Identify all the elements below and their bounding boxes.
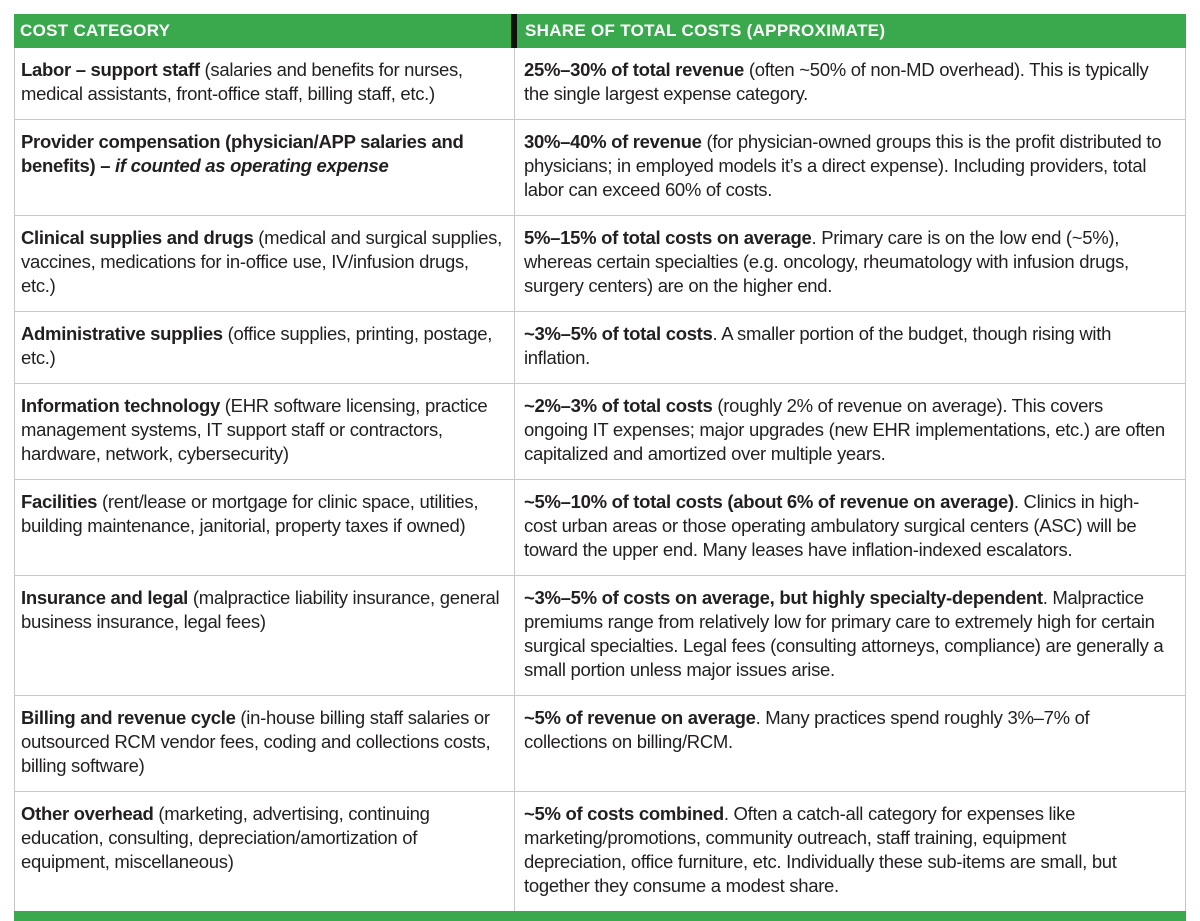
- share-value: ~5% of revenue on average: [524, 707, 756, 728]
- share-description: . Malpractice premiums range from relatively low for primary care to extremely high for certain surgical specialties. Legal fees (consulting attorneys, compliance) are generally a small portion unless major issues arise.: [524, 587, 1164, 680]
- share-description: . Many practices spend roughly 3%–7% of collections on billing/RCM.: [524, 707, 1090, 752]
- category-name: Provider compensation (physician/APP salaries and benefits): [21, 131, 464, 176]
- category-description: (salaries and benefits for nurses, medical assistants, front-office staff, billing staff, etc.): [21, 59, 463, 104]
- cost-category-cell: [15, 792, 515, 911]
- category-description: (office supplies, printing, postage, etc.): [21, 323, 493, 368]
- share-description: . A smaller portion of the budget, though rising with inflation.: [524, 323, 1112, 368]
- share-value: 30%–40% of revenue: [524, 131, 702, 152]
- share-value: ~5%–10% of total costs (about 6% of revenue on average): [524, 491, 1014, 512]
- share-value: ~3%–5% of costs on average, but highly specialty-dependent: [524, 587, 1043, 608]
- cost-category-cell: [15, 384, 515, 479]
- share-of-costs-cell: [515, 384, 1185, 479]
- header-cell-share-of-costs: [517, 14, 1186, 48]
- share-of-costs-cell: [515, 120, 1185, 215]
- category-name: Administrative supplies: [21, 323, 223, 344]
- share-value: 5%–15% of total costs on average: [524, 227, 812, 248]
- share-description: (roughly 2% of revenue on average). This covers ongoing IT expenses; major upgrades (new EHR implementations, etc.) are often capitalized and amortized over multiple years.: [524, 395, 1165, 464]
- table-row: [15, 383, 1185, 479]
- table-row: [15, 215, 1185, 311]
- category-name: Billing and revenue cycle: [21, 707, 236, 728]
- cost-table: [14, 14, 1186, 921]
- table-row: [15, 791, 1185, 911]
- table-bottom-green-bar: [14, 911, 1186, 921]
- category-description: (marketing, advertising, continuing education, consulting, depreciation/amortization of equipment, miscellaneous): [21, 803, 430, 872]
- cost-category-cell: [15, 216, 515, 311]
- category-description: (in-house billing staff salaries or outsourced RCM vendor fees, coding and collections costs, billing software): [21, 707, 491, 776]
- category-name: Information technology: [21, 395, 220, 416]
- share-of-costs-cell: [515, 480, 1185, 575]
- category-description: (EHR software licensing, practice management systems, IT support staff or contractors, hardware, network, cybersecurity): [21, 395, 488, 464]
- share-of-costs-cell: [515, 696, 1185, 791]
- share-value: ~2%–3% of total costs: [524, 395, 713, 416]
- category-name: Insurance and legal: [21, 587, 189, 608]
- cost-category-cell: [15, 312, 515, 383]
- share-of-costs-cell: [515, 216, 1185, 311]
- table-row: [15, 575, 1185, 695]
- category-name: Labor – support staff: [21, 59, 200, 80]
- category-description: (malpractice liability insurance, general business insurance, legal fees): [21, 587, 500, 632]
- share-of-costs-cell: [515, 576, 1185, 695]
- cost-category-cell: [15, 120, 515, 215]
- header-label-share-of-costs: SHARE OF TOTAL COSTS (APPROXIMATE): [525, 21, 886, 40]
- cost-category-cell: [15, 480, 515, 575]
- table-row: [15, 311, 1185, 383]
- header-label-cost-category: COST CATEGORY: [20, 21, 171, 40]
- share-of-costs-cell: [515, 48, 1185, 119]
- share-value: ~3%–5% of total costs: [524, 323, 713, 344]
- category-name: Other overhead: [21, 803, 154, 824]
- share-of-costs-cell: [515, 792, 1185, 911]
- cost-category-cell: [15, 696, 515, 791]
- table-row: [15, 48, 1185, 119]
- share-description: (often ~50% of non-MD overhead). This is typically the single largest expense category.: [524, 59, 1149, 104]
- cost-category-cell: [15, 576, 515, 695]
- table-body: [14, 48, 1186, 911]
- table-header-row: [14, 14, 1186, 48]
- category-name: Facilities: [21, 491, 98, 512]
- category-description: (rent/lease or mortgage for clinic space, utilities, building maintenance, janitorial, property taxes if owned): [21, 491, 479, 536]
- category-italic-note: – if counted as operating expense: [95, 155, 389, 176]
- share-description: . Often a catch-all category for expenses like marketing/promotions, community outreach, staff training, equipment depreciation, office furniture, etc. Individually these sub-items are small, but together they consume a modest share.: [524, 803, 1117, 896]
- cost-category-cell: [15, 48, 515, 119]
- share-value: 25%–30% of total revenue: [524, 59, 745, 80]
- share-description: . Clinics in high-cost urban areas or those operating ambulatory surgical centers (ASC) will be toward the upper end. Many leases have inflation-indexed escalators.: [524, 491, 1140, 560]
- category-name: Clinical supplies and drugs: [21, 227, 254, 248]
- share-of-costs-cell: [515, 312, 1185, 383]
- table-row: [15, 479, 1185, 575]
- table-row: [15, 695, 1185, 791]
- category-description: (medical and surgical supplies, vaccines, medications for in-office use, IV/infusion drugs, etc.): [21, 227, 502, 296]
- header-cell-cost-category: [14, 14, 511, 48]
- table-row: [15, 119, 1185, 215]
- share-value: ~5% of costs combined: [524, 803, 724, 824]
- share-description: (for physician-owned groups this is the profit distributed to physicians; in employed models it’s a direct expense). Including providers, total labor can exceed 60% of costs.: [524, 131, 1162, 200]
- share-description: . Primary care is on the low end (~5%), whereas certain specialties (e.g. oncology, rheumatology with infusion drugs, surgery centers) are on the higher end.: [524, 227, 1129, 296]
